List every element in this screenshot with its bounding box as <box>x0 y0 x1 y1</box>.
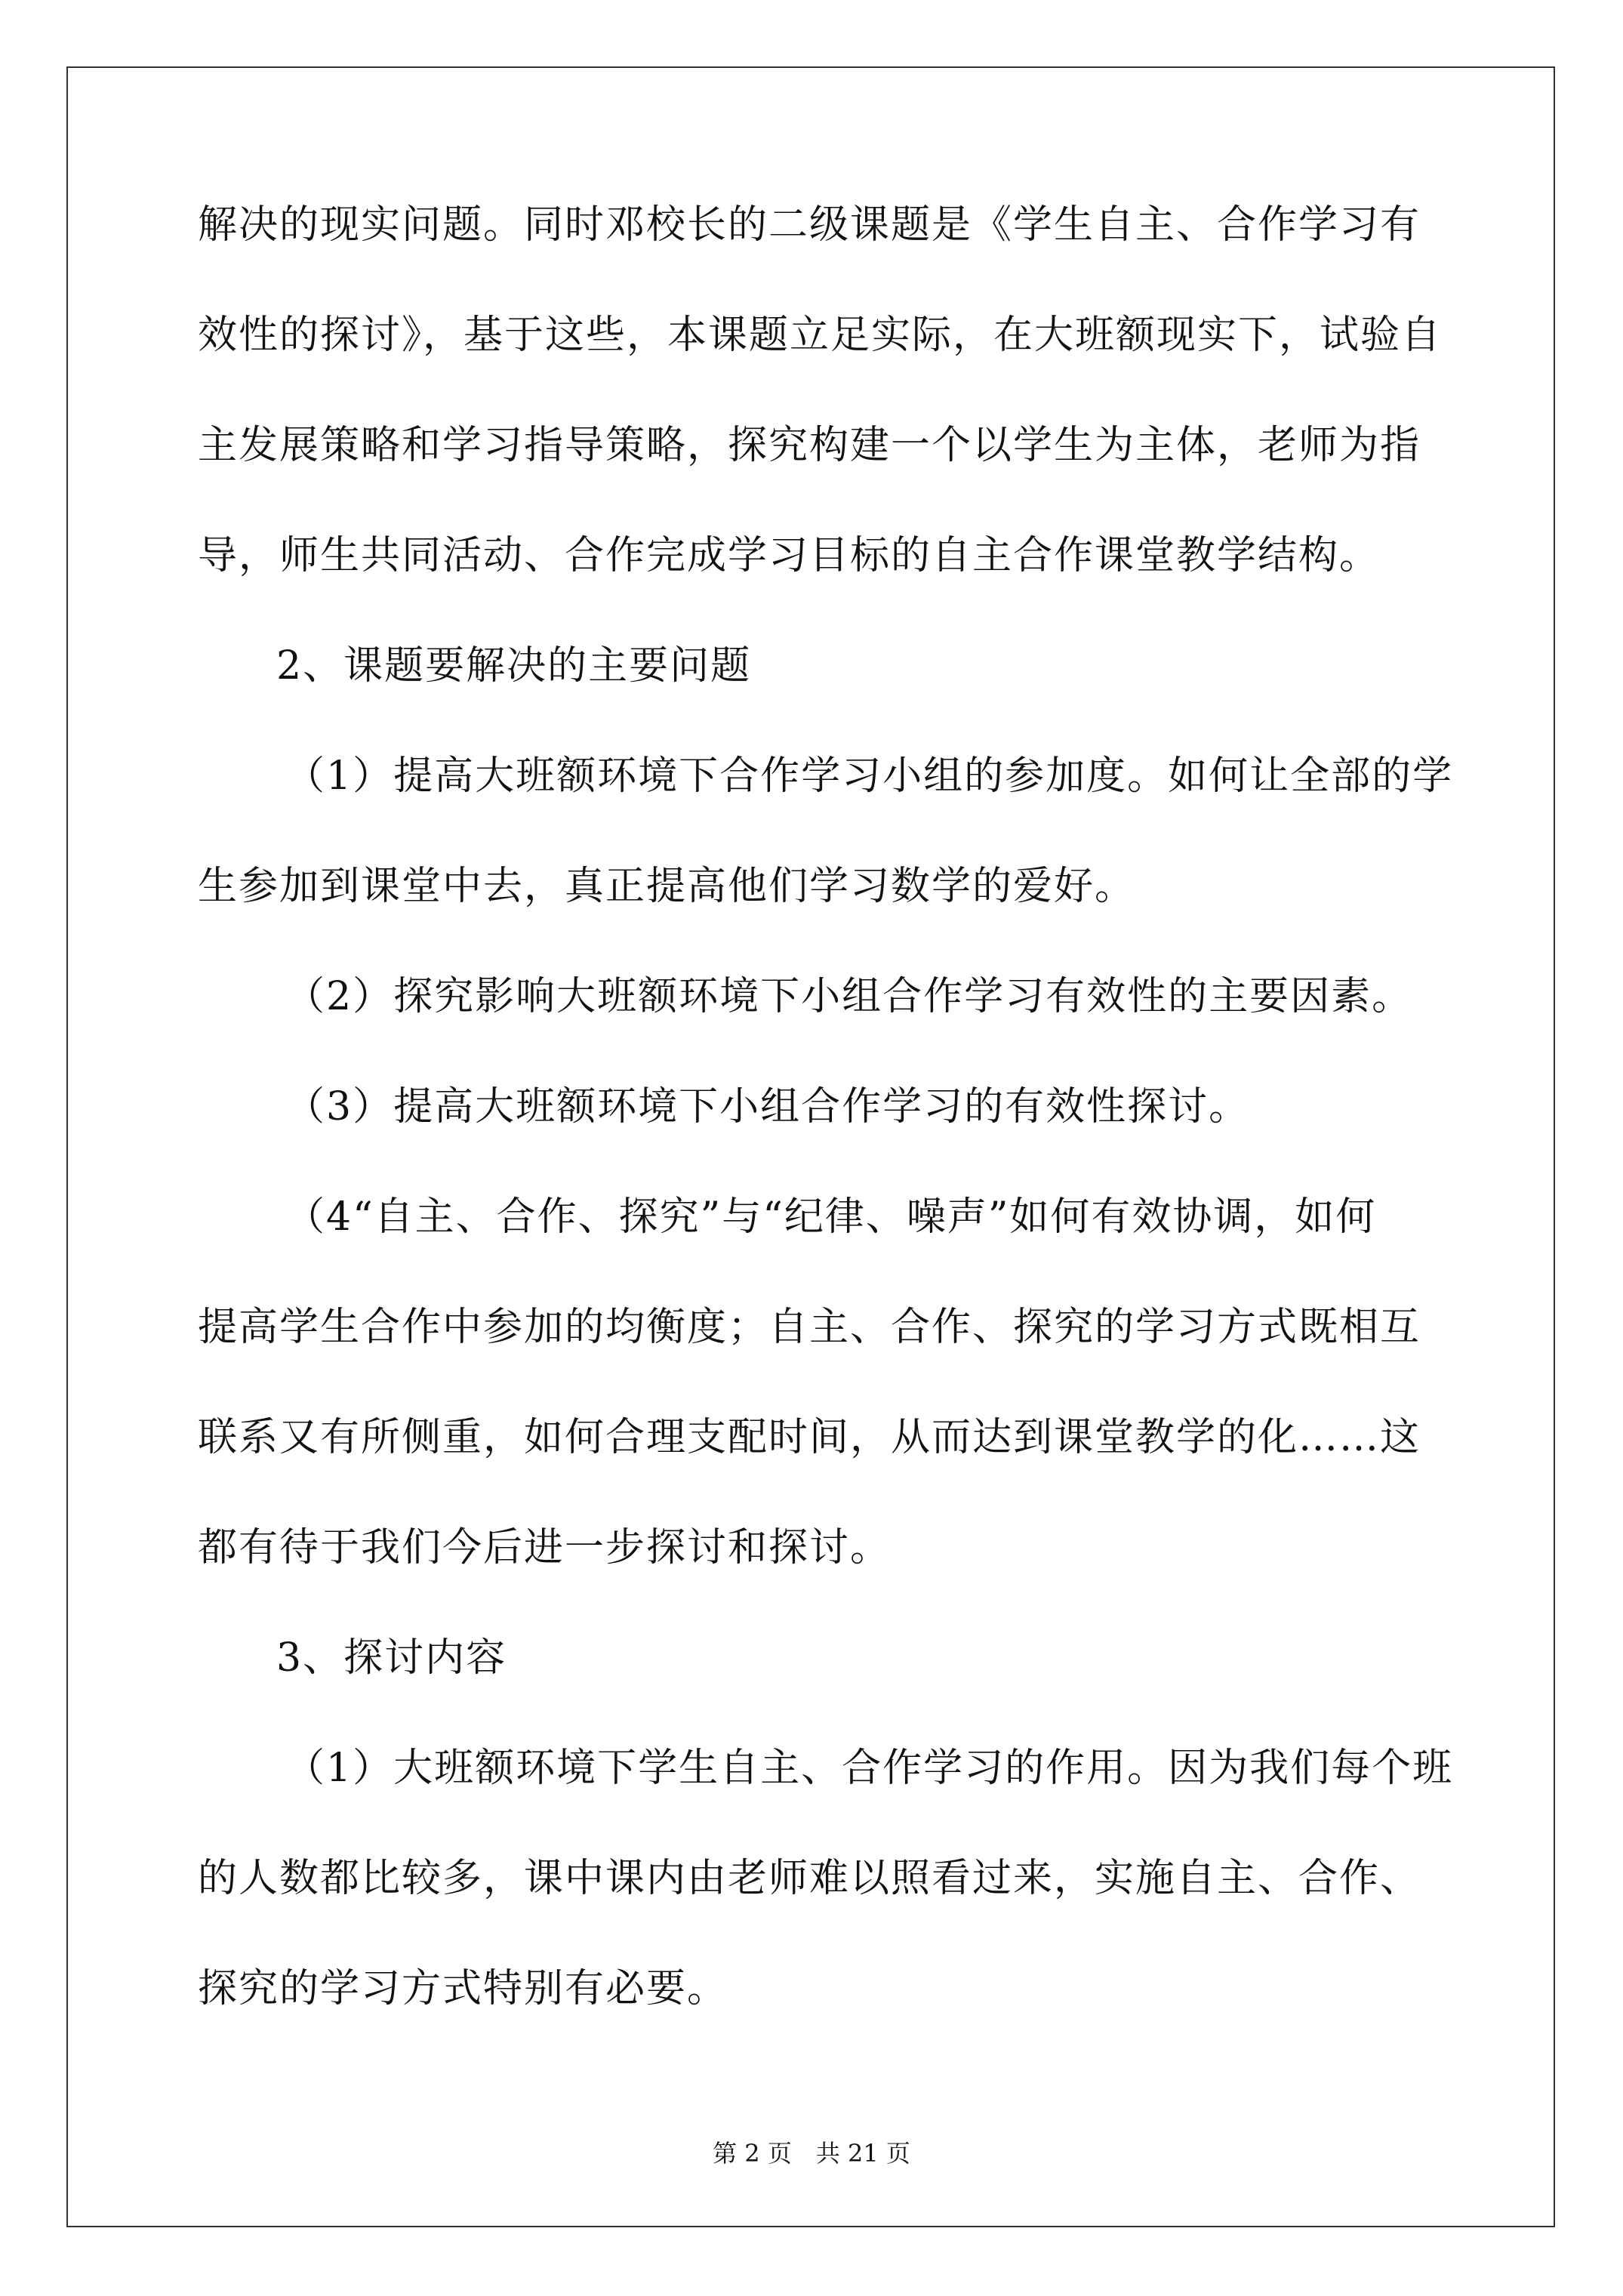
text-line: 的人数都比较多，课中课内由老师难以照看过来，实施自主、合作、 <box>198 1856 1421 1901</box>
document-body <box>198 202 1454 2076</box>
text-line: 生参加到课堂中去，真正提高他们学习数学的爱好。 <box>198 864 1136 909</box>
text-line: 探究的学习方式特别有必要。 <box>198 1966 728 2011</box>
text-line: 解决的现实问题。同时邓校长的二级课题是《学生自主、合作学习有 <box>198 202 1421 248</box>
text-line: 提高学生合作中参加的均衡度；自主、合作、探究的学习方式既相互 <box>198 1305 1421 1350</box>
text-line: 主发展策略和学习指导策略，探究构建一个以学生为主体，老师为指 <box>198 423 1421 468</box>
text-line: （1）提高大班额环境下合作学习小组的参加度。如何让全部的学 <box>285 754 1454 799</box>
text-line: 都有待于我们今后进一步探讨和探讨。 <box>198 1525 892 1570</box>
text-line: （2）探究影响大班额环境下小组合作学习有效性的主要因素。 <box>285 974 1413 1019</box>
text-line: 效性的探讨》，基于这些，本课题立足实际，在大班额现实下，试验自 <box>198 313 1443 358</box>
page-number-footer: 第 2 页 共 21 页 <box>713 2139 910 2168</box>
section-heading: 3、探讨内容 <box>276 1635 507 1681</box>
text-line: （4“自主、合作、探究”与“纪律、噪声”如何有效协调，如何 <box>285 1194 1377 1240</box>
text-line: （1）大班额环境下学生自主、合作学习的作用。因为我们每个班 <box>285 1746 1454 1791</box>
text-line: 导，师生共同活动、合作完成学习目标的自主合作课堂教学结构。 <box>198 533 1381 578</box>
text-line: （3）提高大班额环境下小组合作学习的有效性探讨。 <box>285 1084 1250 1130</box>
section-heading: 2、课题要解决的主要问题 <box>276 643 752 689</box>
text-line: 联系又有所侧重，如何合理支配时间，从而达到课堂教学的化……这 <box>198 1415 1421 1460</box>
